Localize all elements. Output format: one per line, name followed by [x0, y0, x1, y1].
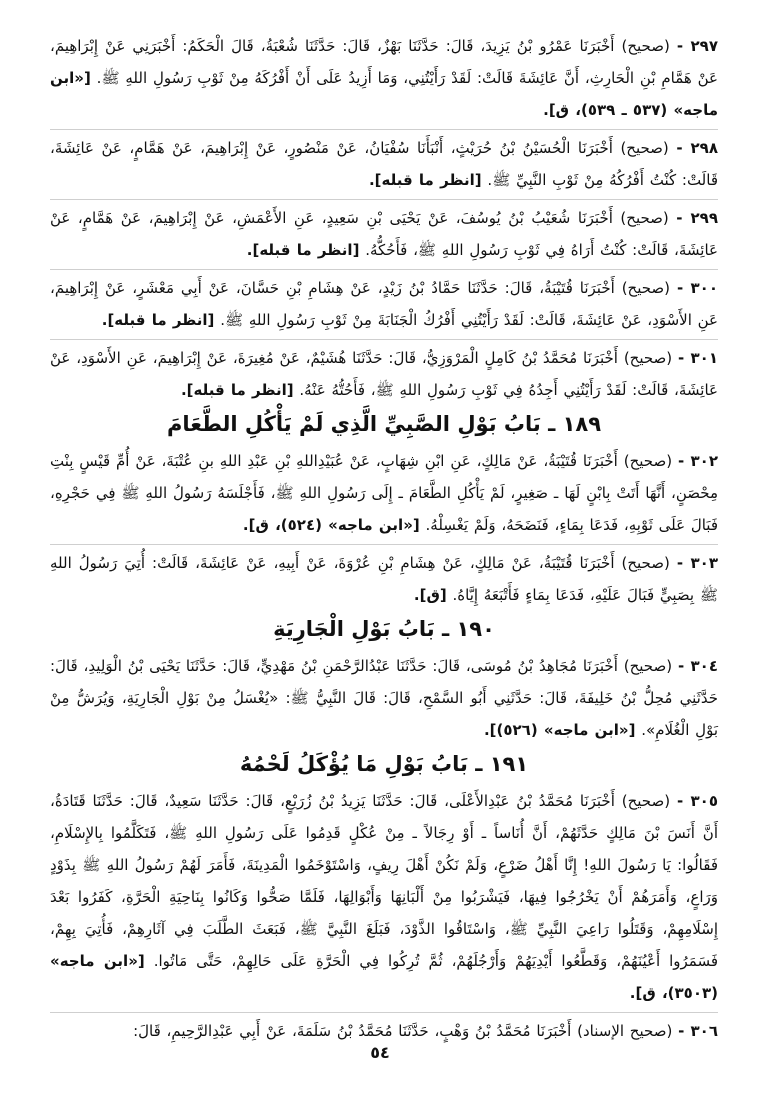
hadith-text: أَخْبَرَنَا شُعَيْبُ بْنُ يُوسُفَ، عَنْ يَحْيَى بْنِ سَعِيدٍ، عَنِ الأَعْمَشِ، عَنْ إِبْرَاهِيمَ، عَنْ هَمَّامٍ، عَنْ عَائِشَةَ، قَالَتْ: كُنْتُ أَرَاهُ فِي ثَوْبِ رَسُولِ اللهِ ﷺ، فَأَحُكُّهُ.: [50, 209, 718, 259]
hadith-number: ٣٠٤ -: [677, 657, 718, 675]
hadith-text: أَخْبَرَنَا الْحُسَيْنُ بْنُ حُرَيْثٍ، أَنْبَأَنَا سُفْيَانُ، عَنْ مَنْصُورٍ، عَنْ إِبْرَاهِيمَ، عَنْ هَمَّامٍ، عَنْ عَائِشَةَ، قَالَتْ: كُنْتُ أَفْرُكُهُ مِنْ ثَوْبِ النَّبِيِّ ﷺ.: [50, 139, 718, 189]
hadith-text: أَخْبَرَنَا عَمْرُو بْنُ يَزِيدَ، قَالَ: حَدَّثَنَا بَهْزٌ، قَالَ: حَدَّثَنَا شُعْبَةُ، قَالَ الْحَكَمُ: أَخْبَرَنِي عَنْ إِبْرَاهِيمَ، عَنْ هَمَّامِ بْنِ الْحَارِثِ، أَنَّ عَائِشَةَ قَالَتْ: لَقَدْ رَأَيْتُنِي، وَمَا أَزِيدُ عَلَى أَنْ أَفْرُكَهُ مِنْ ثَوْبِ رَسُولِ اللهِ ﷺ.: [50, 37, 718, 87]
hadith-reference: [انظر ما قبله].: [368, 171, 482, 189]
hadith-number: ٢٩٧ -: [676, 37, 718, 55]
hadith-number: ٣٠٦ -: [678, 1022, 718, 1040]
hadith-grade: (صحيح الإسناد): [577, 1022, 673, 1040]
hadith-304: [50, 650, 718, 746]
hadith-text: أَخْبَرَنَا مُجَاهِدُ بْنُ مُوسَى، قَالَ: حَدَّثَنَا عَبْدُالرَّحْمَنِ بْنُ مَهْدِيٍّ، قَالَ: حَدَّثَنَا يَحْيَى بْنُ الْوَلِيدِ، قَالَ: حَدَّثَنِي مُحِلُّ بْنُ خَلِيفَةَ، قَالَ: حَدَّثَنِي أَبُو السَّمْحِ، قَالَ: قَالَ النَّبِيُّ ﷺ: «يُغْسَلُ مِنْ بَوْلِ الْجَارِيَةِ، وَيُرَشُّ مِنْ بَوْلِ الْغُلَامِ».: [50, 657, 718, 739]
hadith-grade: (صحيح): [621, 279, 671, 297]
hadith-reference: [«ابن ماجه» (٥٢٤)، ق].: [242, 516, 420, 534]
hadith-text: أَخْبَرَنَا قُتَيْبَةُ، عَنْ مَالِكٍ، عَنْ هِشَامِ بْنِ عُرْوَةَ، عَنْ أَبِيهِ، عَنْ عَائِشَةَ، قَالَتْ: أُتِيَ رَسُولُ اللهِ ﷺ بِصَبِيٍّ فَبَالَ عَلَيْهِ، فَدَعَا بِمَاءٍ فَأَتْبَعَهُ إِيَّاهُ.: [50, 554, 718, 604]
hadith-grade: (صحيح): [621, 37, 670, 55]
hadith-303: [50, 547, 718, 611]
page-number: ٥٤: [370, 1043, 390, 1062]
page-body: [50, 30, 718, 1080]
hadith-grade: (صحيح): [620, 139, 669, 157]
hadith-text: أَخْبَرَنَا مُحَمَّدُ بْنُ كَامِلٍ الْمَرْوَزِيُّ، قَالَ: حَدَّثَنَا هُشَيْمٌ، عَنْ مُغِيرَةَ، عَنْ إِبْرَاهِيمَ، عَنِ الأَسْوَدِ، عَنْ عَائِشَةَ، قَالَتْ: لَقَدْ رَأَيْتُنِي أَجِدُهُ فِي ثَوْبِ رَسُولِ اللهِ ﷺ، فَأَحُتُّهُ عَنْهُ.: [50, 349, 718, 399]
hadith-grade: (صحيح): [621, 792, 671, 810]
hadith-text: أَخْبَرَنَا قُتَيْبَةُ، عَنْ مَالِكٍ، عَنِ ابْنِ شِهَابٍ، عَنْ عُبَيْدِاللهِ بْنِ عَبْدِ اللهِ بنِ عُتْبَةَ، عَنْ أُمِّ قَيْسٍ بِنْتِ مِحْصَنٍ، أَنَّهَا أَتَتْ بِابْنٍ لَهَا ـ صَغِيرٍ، لَمْ يَأْكُلِ الطَّعَامَ ـ إِلَى رَسُولِ اللهِ ﷺ، فَأَجْلَسَهُ رَسُولُ اللهِ ﷺ فِي حَجْرِهِ، فَبَالَ عَلَى ثَوْبِهِ، فَدَعَا بِمَاءٍ، فَنَضَحَهُ، وَلَمْ يَغْسِلْهُ.: [50, 452, 718, 534]
hadith-number: ٣٠٣ -: [676, 554, 718, 572]
hadith-text: أَخْبَرَنَا مُحَمَّدُ بْنُ وَهْبٍ، حَدَّثَنَا مُحَمَّدُ بْنُ سَلَمَةَ، عَنْ أَبِي عَبْدِالرَّحِيمِ، قَالَ:: [133, 1022, 572, 1040]
entry-separator: [50, 199, 718, 200]
hadith-reference: [انظر ما قبله].: [246, 241, 360, 259]
hadith-300: [50, 272, 718, 336]
entry-separator: [50, 339, 718, 340]
hadith-grade: (صحيح): [620, 209, 669, 227]
hadith-number: ٢٩٨ -: [676, 139, 718, 157]
hadith-301: [50, 342, 718, 406]
chapter-heading-189: ١٨٩ ـ بَابُ بَوْلِ الصَّبِيِّ الَّذِي لَمْ يَأْكُلِ الطَّعَامَ: [166, 412, 602, 436]
hadith-grade: (صحيح): [623, 452, 673, 470]
hadith-302: [50, 445, 718, 541]
hadith-reference: [«ابن ماجه» (٥٢٦)].: [483, 721, 636, 739]
hadith-reference: [انظر ما قبله].: [101, 311, 215, 329]
entry-separator: [50, 269, 718, 270]
hadith-reference: [«ابن ماجه» (٥٣٧ ـ ٥٣٩)، ق].: [50, 69, 718, 119]
chapter-heading-191: ١٩١ ـ بَابُ بَوْلِ مَا يُؤْكَلُ لَحْمُهُ: [239, 752, 529, 776]
entry-separator: [50, 129, 718, 130]
hadith-grade: (صحيح): [621, 554, 670, 572]
hadith-reference: [«ابن ماجه» (٣٥٠٣)، ق].: [50, 952, 718, 1002]
hadith-305: [50, 785, 718, 1009]
hadith-number: ٢٩٩ -: [676, 209, 718, 227]
hadith-grade: (صحيح): [623, 349, 673, 367]
hadith-number: ٣٠٢ -: [677, 452, 718, 470]
hadith-text: أَخْبَرَنَا قُتَيْبَةُ، قَالَ: حَدَّثَنَا حَمَّادُ بْنُ زَيْدٍ، عَنْ هِشَامِ بْنِ حَسَّانَ، عَنْ أَبِي مَعْشَرٍ، عَنْ إِبْرَاهِيمَ، عَنِ الأَسْوَدِ، عَنْ عَائِشَةَ، قَالَتْ: لَقَدْ رَأَيْتُنِي أَفْرُكُ الْجَنَابَةَ مِنْ ثَوْبِ رَسُولِ اللهِ ﷺ.: [50, 279, 718, 329]
hadith-297: [50, 30, 718, 126]
hadith-text: أَخْبَرَنَا مُحَمَّدُ بْنُ عَبْدِالأَعْلَى، قَالَ: حَدَّثَنَا يَزِيدُ بْنُ زُرَيْعٍ، قَالَ: حَدَّثَنَا سَعِيدٌ، قَالَ: حَدَّثَنَا قَتَادَةُ، أَنَّ أَنَسَ بْنَ مَالِكٍ حَدَّثَهُمْ، أَنَّ أُنَاساً ـ أَوْ رِجَالاً ـ مِنْ عُكْلٍ قَدِمُوا عَلَى رَسُولِ اللهِ ﷺ، فَتَكَلَّمُوا بِالإِسْلَامِ، فَقَالُوا: يَا رَسُولَ اللهِ! إِنَّا أَهْلُ ضَرْعٍ، وَلَمْ نَكُنْ أَهْلَ رِيفٍ، وَاسْتَوْخَمُوا الْمَدِينَةَ، فَأَمَرَ لَهُمْ رَسُولُ اللهِ ﷺ بِذَوْدٍ وَرَاعٍ، وَأَمَرَهُمْ أَنْ يَخْرُجُوا فِيهَا، فَيَشْرَبُوا مِنْ أَلْبَانِهَا وَأَبْوَالِهَا، فَلَمَّا صَحُّوا وَكَانُوا بِنَاحِيَةِ الْحَرَّةِ، كَفَرُوا بَعْدَ إِسْلَامِهِمْ، وَقَتَلُوا رَاعِيَ النَّبِيِّ ﷺ، وَاسْتَاقُوا الذَّوْدَ، فَبَلَغَ النَّبِيَّ ﷺ، فَبَعَثَ الطَّلَبَ فِي آثَارِهِمْ، فَأُتِيَ بِهِمْ، فَسَمَرُوا أَعْيُنَهُمْ، وَقَطَّعُوا أَيْدِيَهُمْ وَأَرْجُلَهُمْ، ثُمَّ تُرِكُوا فِي الْحَرَّةِ عَلَى حَالِهِمْ، حَتَّى مَاتُوا.: [50, 792, 718, 970]
hadith-299: [50, 202, 718, 266]
hadith-reference: [انظر ما قبله].: [180, 381, 294, 399]
hadith-number: ٣٠٠ -: [676, 279, 718, 297]
hadith-reference: [ق].: [413, 586, 447, 604]
entry-separator: [50, 1012, 718, 1013]
hadith-298: [50, 132, 718, 196]
hadith-number: ٣٠١ -: [678, 349, 718, 367]
entry-separator: [50, 544, 718, 545]
hadith-grade: (صحيح): [623, 657, 673, 675]
chapter-heading-190: ١٩٠ ـ بَابُ بَوْلِ الْجَارِيَةِ: [273, 617, 495, 641]
hadith-number: ٣٠٥ -: [676, 792, 718, 810]
